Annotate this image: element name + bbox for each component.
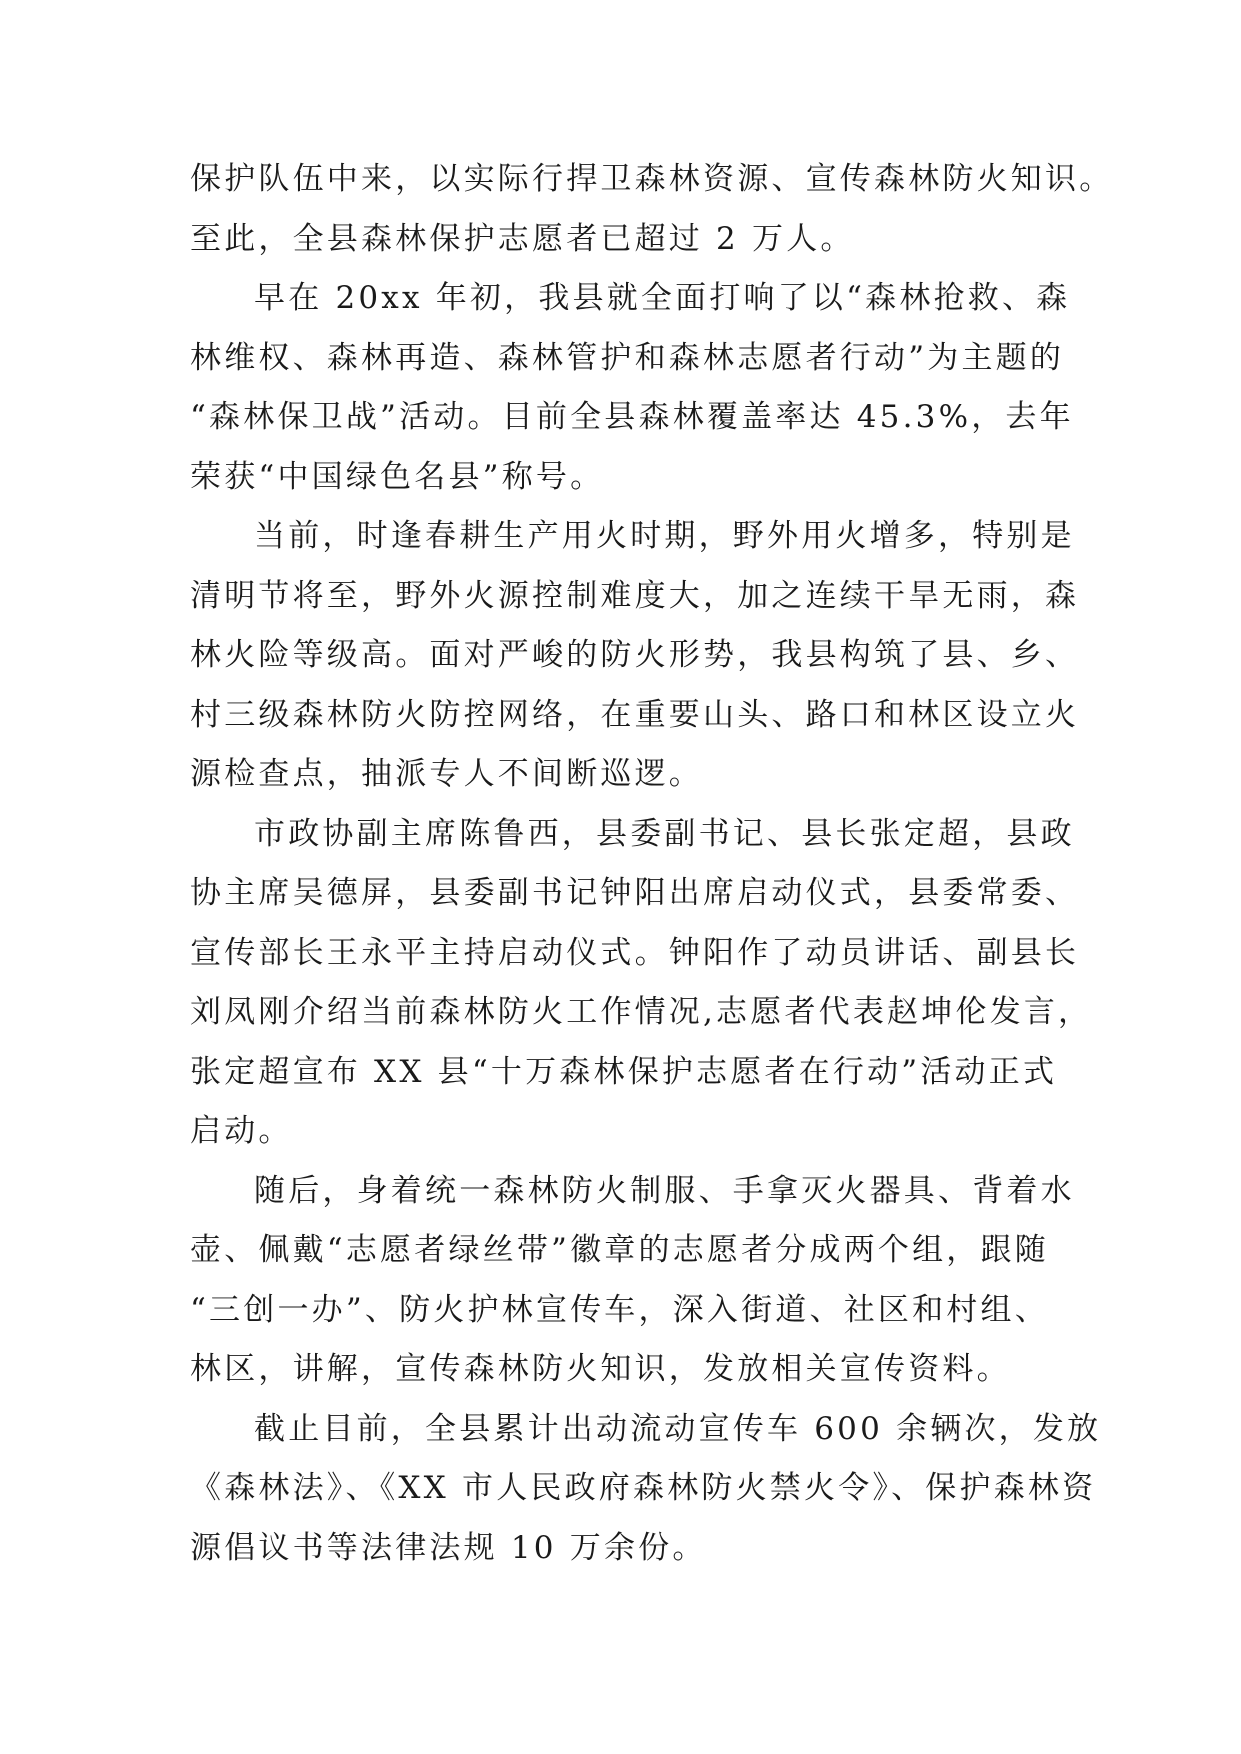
- text-line: 林区，讲解，宣传森林防火知识，发放相关宣传资料。: [190, 1351, 1011, 1387]
- text-line: 刘凤刚介绍当前森林防火工作情况,志愿者代表赵坤伦发言，: [190, 994, 1093, 1030]
- text-line: 荣获“中国绿色名县”称号。: [190, 458, 605, 495]
- text-line: 保护队伍中来，以实际行捍卫森林资源、宣传森林防火知识。: [190, 161, 1114, 197]
- text-line: 市政协副主席陈鲁西，县委副书记、县长张定超，县政: [254, 815, 1075, 852]
- text-line: 《森林法》、《XX 市人民政府森林防火禁火令》、保护森林资: [190, 1470, 1097, 1506]
- text-line: 至此，全县森林保护志愿者已超过 2 万人。: [190, 220, 855, 257]
- text-line: 壶、佩戴“志愿者绿丝带”徽章的志愿者分成两个组，跟随: [190, 1232, 1049, 1268]
- paragraph-4: [190, 805, 1093, 1162]
- paragraph-1: [190, 150, 1114, 269]
- text-line: 林火险等级高。面对严峻的防火形势，我县构筑了县、乡、: [190, 637, 1080, 673]
- text-line: 早在 20xx 年初，我县就全面打响了以“森林抢救、森: [254, 280, 1071, 316]
- text-line: 张定超宣布 XX 县“十万森林保护志愿者在行动”活动正式: [190, 1053, 1058, 1090]
- paragraph-3: [190, 507, 1080, 805]
- text-line: 启动。: [190, 1113, 293, 1149]
- text-line: 清明节将至，野外火源控制难度大，加之连续干旱无雨，森: [190, 577, 1080, 614]
- text-line: 村三级森林防火防控网络，在重要山头、路口和林区设立火: [190, 696, 1080, 733]
- paragraph-2: [190, 269, 1074, 507]
- text-line: 随后，身着统一森林防火制服、手拿灭火器具、背着水: [254, 1172, 1075, 1209]
- document-body: [190, 150, 1114, 1578]
- paragraph-6: [190, 1400, 1102, 1579]
- text-line: 截止目前，全县累计出动流动宣传车 600 余辆次，发放: [254, 1410, 1102, 1447]
- text-line: 当前，时逢春耕生产用火时期，野外用火增多，特别是: [254, 518, 1075, 554]
- text-line: 林维权、森林再造、森林管护和森林志愿者行动”为主题的: [190, 339, 1065, 376]
- text-line: 源检查点，抽派专人不间断巡逻。: [190, 756, 703, 792]
- text-line: 协主席吴德屏，县委副书记钟阳出席启动仪式，县委常委、: [190, 875, 1080, 911]
- text-line: “森林保卫战”活动。目前全县森林覆盖率达 45.3%，去年: [190, 399, 1074, 435]
- paragraph-5: [190, 1162, 1075, 1400]
- text-line: 源倡议书等法律法规 10 万余份。: [190, 1529, 707, 1566]
- text-line: “三创一办”、防火护林宣传车，深入街道、社区和村组、: [190, 1291, 1049, 1328]
- text-line: 宣传部长王永平主持启动仪式。钟阳作了动员讲话、副县长: [190, 934, 1080, 971]
